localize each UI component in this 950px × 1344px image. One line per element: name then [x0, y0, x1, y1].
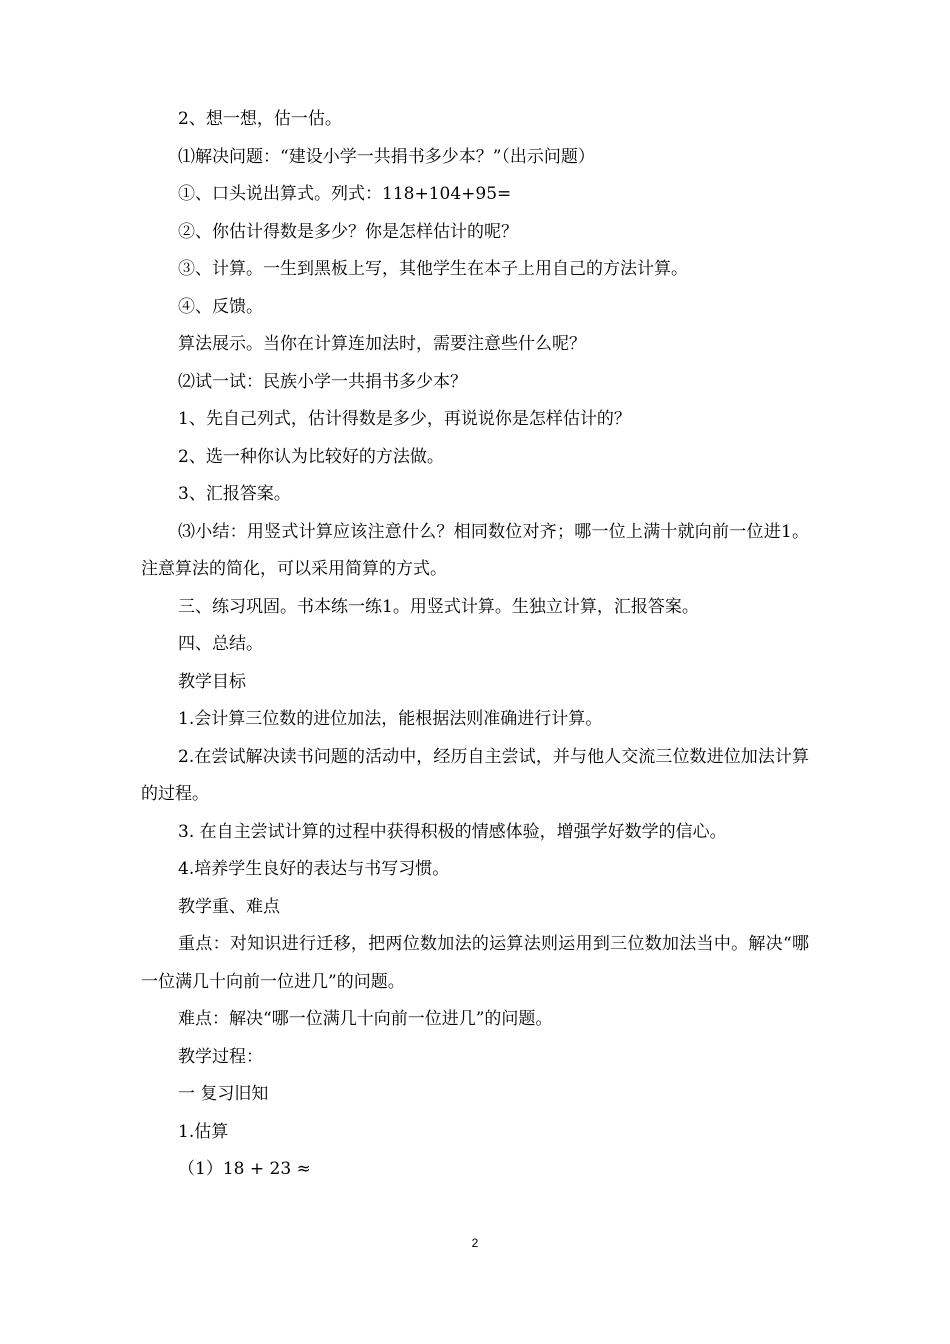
paragraph: ⑴解决问题：“建设小学一共捐书多少本？”（出示问题）	[178, 146, 595, 167]
paragraph: 2、选一种你认为比较好的方法做。	[178, 446, 444, 467]
paragraph: ③、计算。一生到黑板上写，其他学生在本子上用自己的方法计算。	[178, 259, 688, 279]
paragraph: 难点：解决“哪一位满几十向前一位进几”的问题。	[178, 1009, 553, 1029]
paragraph: 一 复习旧知	[178, 1084, 269, 1104]
paragraph: 2、想一想，估一估。	[178, 109, 342, 129]
paragraph: 1、先自己列式，估计得数是多少，再说说你是怎样估计的？	[178, 409, 631, 429]
paragraph: 三、练习巩固。书本练一练1。用竖式计算。生独立计算，汇报答案。	[178, 596, 699, 617]
paragraph: 1.会计算三位数的进位加法，能根据法则准确进行计算。	[178, 709, 603, 729]
paragraph: 重点：对知识进行迁移，把两位数加法的运算法则运用到三位数加法当中。解决“哪一位满几十向前一位进几”的问题。	[141, 934, 809, 992]
paragraph: 四、总结。	[178, 634, 263, 654]
paragraph: 4.培养学生良好的表达与书写习惯。	[178, 859, 450, 879]
paragraph: 3、汇报答案。	[178, 484, 291, 504]
paragraph: 3. 在自主尝试计算的过程中获得积极的情感体验，增强学好数学的信心。	[178, 821, 727, 842]
paragraph: ①、口头说出算式。列式：118+104+95=	[178, 184, 512, 204]
section-heading: 教学目标	[178, 671, 246, 692]
paragraph: ②、你估计得数是多少？你是怎样估计的呢？	[178, 221, 518, 242]
paragraph: ⑶小结：用竖式计算应该注意什么？相同数位对齐；哪一位上满十就向前一位进1。注意算法的简化，可以采用简算的方式。	[141, 521, 809, 579]
paragraph: ④、反馈。	[178, 296, 263, 317]
page-number: 2	[471, 1236, 479, 1250]
section-heading: 教学重、难点	[178, 896, 280, 917]
document-body	[141, 101, 809, 1189]
paragraph: 2.在尝试解决读书问题的活动中，经历自主尝试，并与他人交流三位数进位加法计算的过程。	[141, 746, 809, 804]
paragraph: （1）18 + 23 ≈	[178, 1159, 311, 1179]
section-heading: 教学过程：	[178, 1046, 263, 1067]
paragraph: ⑵试一试：民族小学一共捐书多少本？	[178, 371, 467, 392]
paragraph: 算法展示。当你在计算连加法时，需要注意些什么呢？	[178, 334, 586, 354]
paragraph: 1.估算	[178, 1121, 229, 1142]
